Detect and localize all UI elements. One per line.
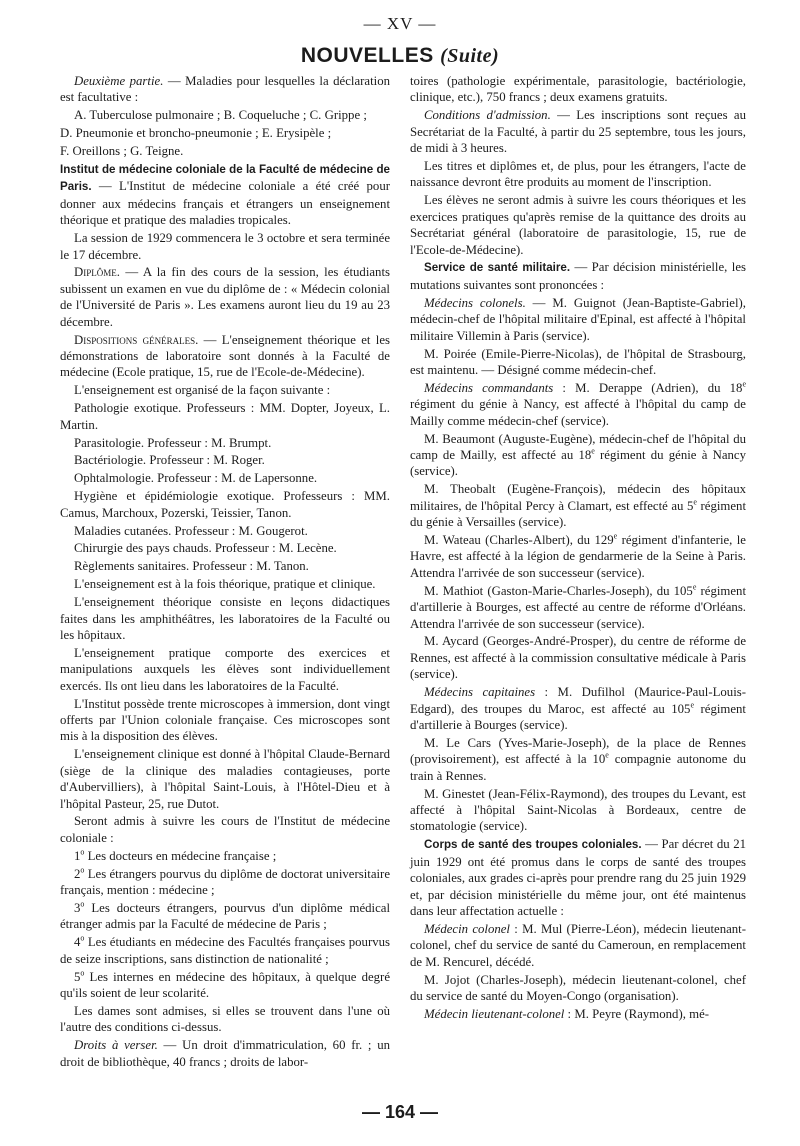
page-number: — 164 — — [361, 1102, 439, 1122]
text-part: régiment du génie à Versailles (service). — [410, 498, 746, 530]
paragraph-ginestet: M. Ginestet (Jean-Félix-Raymond), des troupes du Levant, est affecté à l'hôpital Saint-Nicolas à Bordeaux, centre de stomatologie (service). — [410, 786, 746, 834]
corps-sante-title: Corps de santé des troupes coloniales. — [424, 838, 642, 852]
service-sante-text: — Par décision ministérielle, les mutations suivantes sont prononcées : — [410, 260, 746, 292]
paragraph-medecins-commandants — [410, 380, 746, 429]
text-part: M. Wateau (Charles-Albert), du 129 — [424, 532, 614, 547]
paragraph-theobalt — [410, 481, 746, 530]
paragraph-enseignement: L'enseignement est à la fois théorique, pratique et clinique. — [74, 577, 376, 592]
text-medecins-colonels: — M. Guignot (Jean-Baptiste-Gabriel), médecin-chef de l'hôpital militaire d'Epinal, est affecté à l'hôpital militaire Villemin à Paris (service). — [410, 295, 746, 343]
admis-number: 2 — [74, 866, 81, 881]
paragraph-dispositions — [60, 332, 390, 381]
ordinal-suffix: e — [690, 700, 695, 710]
matiere-item: Chirurgie des pays chauds. Professeur : M. Lecène. — [74, 541, 337, 556]
text-part: régiment du génie à Nancy, est affecté à l'hôpital du camp de Mailly comme médecin-chef (service). — [410, 397, 746, 428]
institut-text: — L'Institut de médecine coloniale a été créé pour donner aux médecins français et étrangers un enseignement théorique et pratique des maladies tropicales. — [60, 179, 390, 228]
ordinal-suffix: e — [742, 379, 746, 389]
paragraph-aycard: M. Aycard (Georges-André-Prosper), du centre de réforme de Rennes, est affecté à la commission consultative médicale à Paris (service). — [410, 634, 746, 682]
label-medecins-capitaines: Médecins capitaines — [424, 685, 536, 700]
paragraph-corps-sante — [410, 836, 746, 919]
ordinal-suffix: e — [605, 750, 609, 760]
text-part: régiment d'infanterie, le Havre, est affecté à la légion de gendarmerie de la Seine à Paris. Attendra l'arrivée de son successeur (service). — [410, 532, 746, 580]
admis-item: 5$^o$ Les internes en médecine des hôpitaux, à quelque degré qu'ils soient de leur scolarité. — [60, 968, 390, 1001]
paragraph-mathiot — [410, 583, 746, 632]
admis-item: 2$^o$ Les étrangers pourvus du diplôme de doctorat universitaire français, mention : médecine ; — [60, 865, 390, 898]
text-dispositions: — L'enseignement théorique et les démonstrations de laboratoire sont donnés à la Faculté de médecine (Ecole pratique, 15, rue de l'Ecole-de-Médecine). — [60, 332, 390, 380]
paragraph-le-cars — [410, 735, 746, 784]
label-medecins-colonels: Médecins colonels. — [424, 295, 526, 310]
text-part: régiment du génie à Nancy (service). — [410, 447, 746, 479]
text-diplome: — A la fin des cours de la session, les étudiants subissent un examen en vue du diplôme de : « Médecin colonial de l'Université de Paris ». Les examens auront lieu du 19 au 23 décembre. — [60, 265, 390, 329]
admis-item: 4$^o$ Les étudiants en médecine des Facultés françaises pourvus de seize inscriptions, sans distinction de nationalité ; — [60, 934, 390, 966]
paragraph-conditions — [410, 107, 746, 156]
section-heading — [0, 44, 800, 68]
paragraph-dames: Les dames sont admises, si elles se trouvent dans l'une où l'autre des conditions ci-dessus. — [60, 1003, 390, 1035]
paragraph-deuxieme-partie — [60, 73, 390, 106]
page-roman-numeral: — XV — — [363, 14, 437, 33]
ordinal-suffix: e — [692, 582, 697, 592]
text-medecin-colonel: : M. Mul (Pierre-Léon), médecin lieutenant-colonel, chef du service de santé du Cameroun, en remplacement de M. Rencurel, décédé. — [410, 921, 746, 969]
paragraph-enseignement: L'enseignement clinique est donné à l'hôpital Claude-Bernard (siège de la clinique des maladies contagieuses, porte d'Aubervilliers), à l'hôpital Saint-Louis, à l'Hôtel-Dieu et à l'hôpital Pasteur, 25, rue Dutot. — [60, 747, 390, 811]
paragraph-diplome — [60, 264, 390, 330]
maladies-list-item: F. Oreillons ; G. Teigne. — [60, 144, 184, 159]
matiere-item: Pathologie exotique. Professeurs : MM. Dopter, Joyeux, L. Martin. — [60, 401, 390, 432]
section-title-suite: (Suite) — [440, 45, 500, 67]
text-conditions: — Les inscriptions sont reçues au Secrétariat de la Faculté, à partir du 25 septembre, tous les jours, de midi à 3 heures. — [410, 108, 746, 156]
label-deuxieme-partie: Deuxième partie. — [74, 74, 164, 88]
text-part: : M. Derappe (Adrien), du 18 — [553, 380, 743, 395]
paragraph-enseignement: L'enseignement pratique comporte des exercices et manipulations auxquels les élèves sont individuellement exercés. Ils ont lieu dans les laboratoires de la Faculté. — [60, 645, 390, 693]
matiere-item: Parasitologie. Professeur : M. Brumpt. — [74, 435, 272, 450]
text-part: M. Theobalt (Eugène-François), médecin des hôpitaux militaires, de l'hôpital Percy à Clamart, est effecté au 5 — [410, 482, 746, 513]
maladies-list-item: A. Tuberculose pulmonaire ; B. Coqueluche ; C. Grippe ; — [74, 108, 367, 123]
paragraph-droits — [60, 1037, 390, 1070]
paragraph-eleves: Les élèves ne seront admis à suivre les cours théoriques et les exercices pratiques qu'après remise de la quittance des droits au Secrétariat général (laboratoire de parasitologie, 15, rue de l'Ecole-de-Médecine). — [410, 193, 746, 257]
paragraph-beaumont — [410, 431, 746, 480]
paragraph-titres: Les titres et diplômes et, de plus, pour les étrangers, l'acte de naissance devront être produits au moment de l'inscription. — [410, 159, 746, 190]
ordinal-suffix: e — [591, 446, 595, 456]
admis-number: 4 — [74, 935, 81, 950]
text-lieutenant-colonel: : M. Peyre (Raymond), mé- — [564, 1006, 710, 1021]
text-part: régiment d'artillerie à Bourges (service). — [410, 701, 746, 732]
corps-sante-text: — Par décret du 21 juin 1929 ont été promus dans le corps de santé des troupes coloniales, aux grades ci-après pour prendre rang du 25 juin 1929 et, par décision ministérielle du même jour, ont été maintenus dans leur affectation actuelle : — [410, 837, 746, 918]
institut-title: Institut de médecine coloniale de la Faculté de médecine de Paris. — [60, 163, 390, 194]
text-part: régiment d'artillerie à Bourges, est affecté au centre de réforme d'Orléans. Attendra l'arrivée de son successeur (service). — [410, 583, 746, 631]
admis-text: Les étrangers pourvus du diplôme de doctorat universitaire français, mention : médecine ; — [60, 866, 390, 898]
paragraph-medecin-colonel — [410, 921, 746, 970]
paragraph-medecins-colonels — [410, 295, 746, 344]
paragraph-institut — [60, 161, 390, 229]
matiere-item: Hygiène et épidémiologie exotique. Professeurs : MM. Camus, Marchoux, Pozerski, Teissier, Tanon. — [60, 489, 390, 520]
section-title: NOUVELLES — [300, 44, 434, 67]
label-medecins-commandants: Médecins commandants — [424, 380, 554, 395]
text-part: : M. Dufilhol (Maurice-Paul-Louis-Edgard), des troupes du Maroc, est affecté au 105 — [410, 685, 746, 716]
admis-text: Les docteurs étrangers, pourvus d'un diplôme médical étranger admis par la Faculté de médecine de Paris ; — [60, 901, 390, 932]
paragraph-lieutenant-colonel — [410, 1006, 746, 1022]
right-column — [410, 73, 746, 1093]
paragraph-enseignement: L'Institut possède trente microscopes à immersion, dont vingt offerts par l'Union coloniale française. Ces microscopes sont mis à la disposition des élèves. — [60, 696, 390, 744]
label-droits: Droits à verser. — [74, 1038, 158, 1053]
paragraph-service-sante — [410, 259, 746, 293]
paragraph-jojot: M. Jojot (Charles-Joseph), médecin lieutenant-colonel, chef du service de santé du Moyen-Congo (organisation). — [410, 972, 746, 1003]
label-dispositions: Dispositions générales. — [74, 332, 199, 347]
paragraph-enseignement: Seront admis à suivre les cours de l'Institut de médecine coloniale : — [60, 814, 390, 845]
maladies-list-item: D. Pneumonie et broncho-pneumonie ; E. Erysipèle ; — [60, 126, 332, 141]
paragraph-medecins-capitaines — [410, 684, 746, 733]
paragraph-session: La session de 1929 commencera le 3 octobre et sera terminée le 17 décembre. — [60, 231, 390, 262]
left-column — [60, 73, 390, 1093]
text-deuxieme-partie: — Maladies pour lesquelles la déclaration est facultative : — [60, 74, 390, 105]
paragraph-organise: L'enseignement est organisé de la façon suivante : — [74, 383, 331, 398]
label-medecin-colonel: Médecin colonel — [424, 921, 510, 936]
text-droits: — Un droit d'immatriculation, 60 fr. ; un droit de bibliothèque, 40 francs ; droits de labor- — [60, 1038, 390, 1069]
paragraph-enseignement: L'enseignement théorique consiste en leçons didactiques faites dans les amphithéâtres, les laboratoires de la Faculté ou les hôpitaux. — [60, 595, 390, 642]
admis-number: 1 — [74, 848, 81, 863]
matiere-item: Règlements sanitaires. Professeur : M. Tanon. — [74, 559, 309, 574]
admis-number: 3 — [74, 901, 81, 915]
admis-text: Les étudiants en médecine des Facultés françaises pourvus de seize inscriptions, sans distinction de nationalité ; — [60, 935, 390, 966]
paragraph-poiree: M. Poirée (Emile-Pierre-Nicolas), de l'hôpital de Strasbourg, est maintenu. — Désigné comme médecin-chef. — [410, 346, 746, 377]
paragraph-wateau — [410, 532, 746, 581]
text-part: M. Beaumont (Auguste-Eugène), médecin-chef de l'hôpital du camp de Mailly, est affecté au 18 — [410, 431, 746, 462]
ordinal-suffix: e — [613, 531, 618, 541]
matiere-item: Maladies cutanées. Professeur : M. Gougerot. — [74, 523, 308, 538]
text-part: M. Mathiot (Gaston-Marie-Charles-Joseph), du 105 — [424, 583, 693, 598]
label-diplome: Diplôme. — [74, 265, 120, 280]
paragraph-droits-continued: toires (pathologie expérimentale, parasitologie, bactériologie, clinique, etc.), 750 francs ; deux examens gratuits. — [410, 74, 746, 105]
admis-text: Les internes en médecine des hôpitaux, à quelque degré qu'ils soient de leur scolarité. — [60, 969, 390, 1001]
label-lieutenant-colonel: Médecin lieutenant-colonel — [424, 1006, 565, 1021]
label-conditions: Conditions d'admission. — [424, 108, 551, 123]
admis-number: 5 — [74, 969, 81, 984]
matiere-item: Ophtalmologie. Professeur : M. de Lapersonne. — [74, 471, 318, 486]
matiere-item: Bactériologie. Professeur : M. Roger. — [74, 453, 265, 468]
admis-item: 3$^o$ Les docteurs étrangers, pourvus d'un diplôme médical étranger admis par la Faculté de médecine de Paris ; — [60, 899, 390, 932]
admis-item: 1$^o$ Les docteurs en médecine française ; — [74, 847, 277, 863]
text-part: compagnie autonome du train à Rennes. — [410, 752, 746, 783]
text-part: M. Le Cars (Yves-Marie-Joseph), de la place de Rennes (provisoirement), est affecté à la 10 — [410, 735, 746, 767]
admis-text: Les docteurs en médecine française ; — [84, 848, 277, 863]
ordinal-suffix: e — [693, 497, 697, 507]
service-sante-title: Service de santé militaire. — [424, 261, 571, 275]
